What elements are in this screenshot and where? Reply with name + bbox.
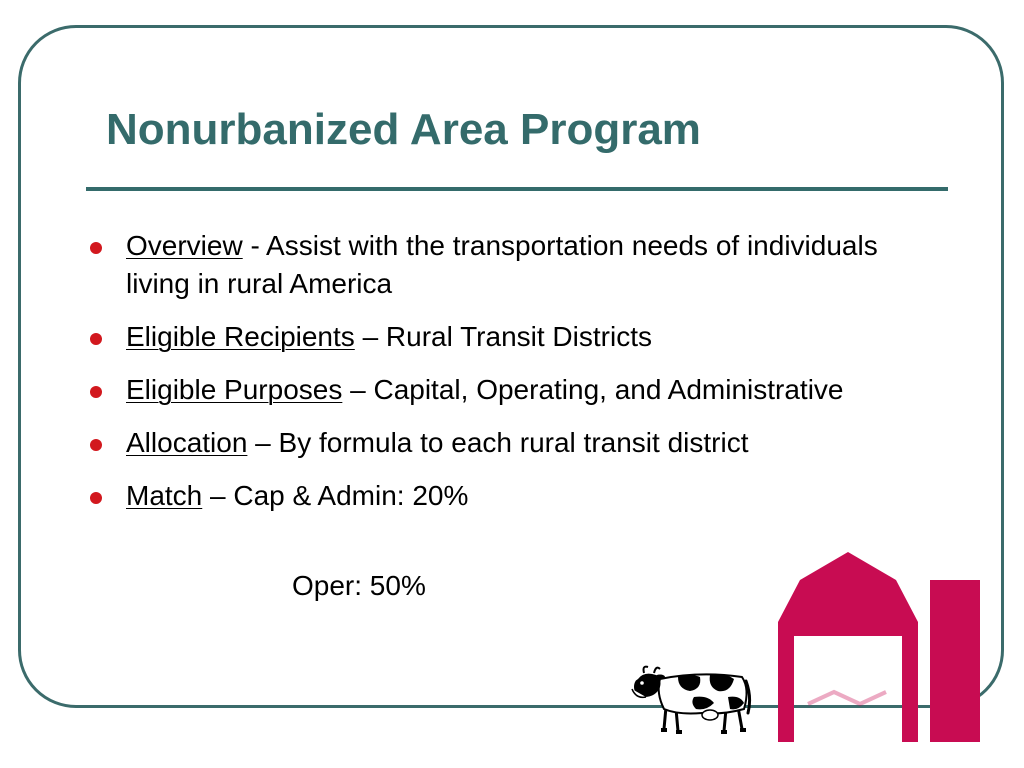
bullet-list [86,227,916,530]
bullet-text: – Cap & Admin: 20% [202,480,469,511]
bullet-eligible-purposes [86,371,916,409]
cow-icon [630,663,752,735]
bullet-text: - Assist with the transportation needs of individuals living in rural America [126,230,878,299]
title-divider [86,187,948,191]
bullet-dot-icon [90,333,102,345]
bullet-overview [86,227,916,303]
bullet-allocation [86,424,916,462]
bullet-dot-icon [90,492,102,504]
bullet-match [86,477,916,515]
barn-icon [778,552,984,742]
bullet-text: – By formula to each rural transit district [247,427,749,458]
bullet-dot-icon [90,439,102,451]
bullet-text: – Rural Transit Districts [354,321,652,352]
bullet-term: Overview [126,230,243,261]
match-continuation: Oper: 50% [292,570,426,601]
bullet-dot-icon [90,386,102,398]
bullet-dot-icon [90,242,102,254]
bullet-term: Eligible Purposes [126,374,343,405]
slide-title: Nonurbanized Area Program [106,105,701,154]
bullet-term: Eligible Recipients [126,321,355,352]
bullet-eligible-recipients [86,318,916,356]
bullet-text: – Capital, Operating, and Administrative [342,374,844,405]
bullet-term: Allocation [126,427,248,458]
bullet-term: Match [126,480,203,511]
